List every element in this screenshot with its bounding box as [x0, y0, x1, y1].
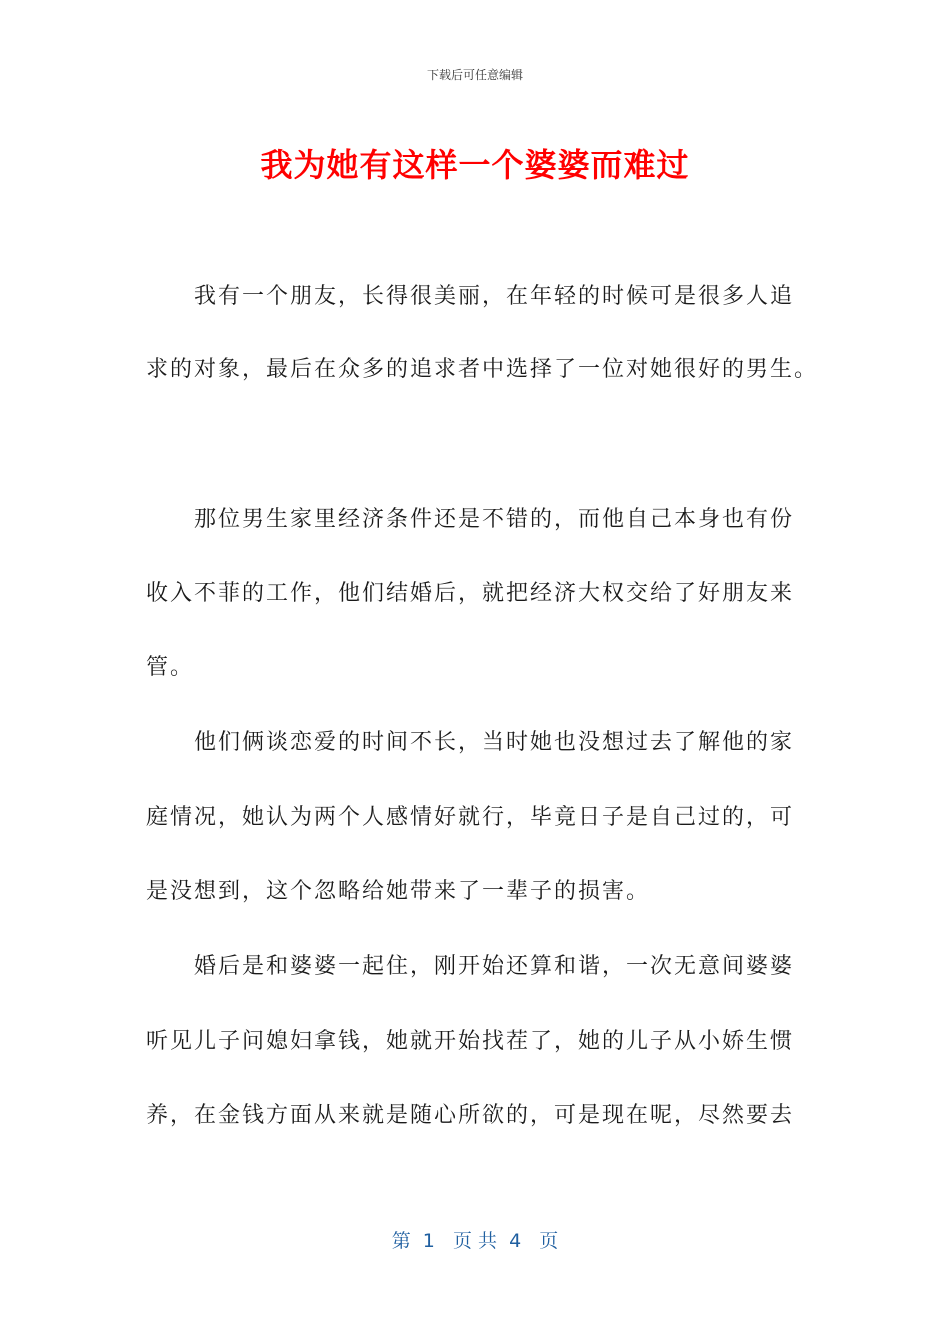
paragraph-line: 管。 — [146, 655, 195, 680]
page-title: 我为她有这样一个婆婆而难过 — [260, 146, 690, 184]
paragraph-line: 收入不菲的工作，他们结婚后，就把经济大权交给了好朋友来 — [146, 581, 795, 606]
paragraph-line: 养，在金钱方面从来就是随心所欲的，可是现在呢，尽然要去 — [146, 1103, 795, 1128]
header-note: 下载后可任意编辑 — [426, 68, 523, 82]
paragraph-line: 他们俩谈恋爱的时间不长，当时她也没想过去了解他的家 — [194, 730, 795, 755]
paragraph-line: 是没想到，这个忽略给她带来了一辈子的损害。 — [146, 879, 651, 904]
page-number-footer: 第 1 页 共 4 页 — [391, 1230, 559, 1252]
paragraph-line: 那位男生家里经济条件还是不错的，而他自己本身也有份 — [194, 507, 795, 532]
paragraph-line: 我有一个朋友，长得很美丽，在年轻的时候可是很多人追 — [194, 284, 795, 309]
paragraph-line: 庭情况，她认为两个人感情好就行，毕竟日子是自己过的，可 — [146, 805, 795, 830]
paragraph-line: 求的对象，最后在众多的追求者中选择了一位对她很好的男生。 — [146, 357, 819, 382]
paragraph-line: 婚后是和婆婆一起住，刚开始还算和谐，一次无意间婆婆 — [194, 954, 795, 979]
paragraph-line: 听见儿子问媳妇拿钱，她就开始找茬了，她的儿子从小娇生惯 — [146, 1029, 795, 1054]
